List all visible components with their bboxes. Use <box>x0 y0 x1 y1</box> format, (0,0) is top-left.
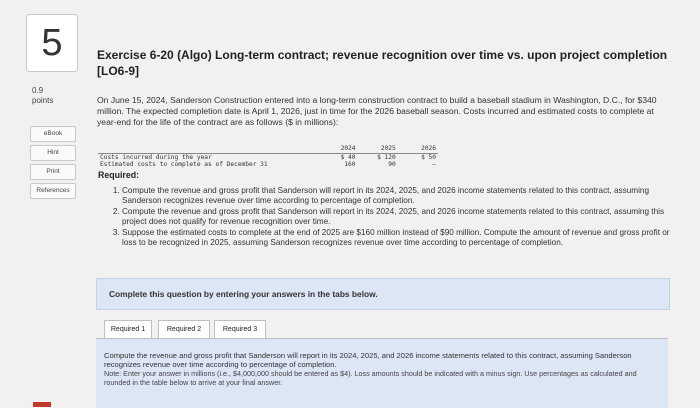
points-label: points <box>32 96 54 105</box>
requirement-item: 3. Suppose the estimated costs to complete at the end of 2025 are $160 million instead of $90 million. Compute the amount of revenue and gross profit or loss to be recognized in 2025, assuming Sanderson recognizes revenue over time according to percentage of completion. <box>122 228 672 248</box>
tab-panel-required-1 <box>96 338 668 408</box>
panel-note: Note: Enter your answer in millions (i.e., $4,000,000 should be entered as $4). Loss amounts should be indicated with a minus sign. Use percentages as calculated and rounded in the table below to arrive at your final answer. <box>104 369 637 387</box>
points-info <box>32 86 53 106</box>
hint-button[interactable]: Hint <box>30 145 76 161</box>
requirement-item: 2. Compute the revenue and gross profit that Sanderson will report in its 2024, 2025, and 2026 income statements related to this contract, assuming this project does not qualify for revenue recognition over time. <box>122 207 672 227</box>
question-number: 5 <box>26 14 78 72</box>
table-cell: – <box>432 161 436 168</box>
table-cell: $ 50 <box>398 153 438 161</box>
year-header: 2026 <box>421 145 436 152</box>
table-row <box>98 153 438 161</box>
exercise-intro: On June 15, 2024, Sanderson Construction entered into a long-term construction contract to build a baseball stadium in Washington, D.C., for $340 million. The expected completion date is April 1, 2026, just in time for the 2026 baseball season. Costs incurred and estimated costs to complete at year-end for the life of the contract are as follows ($ in millions): <box>97 95 657 127</box>
table-cell: $ 120 <box>358 153 398 161</box>
row-label: Costs incurred during the year <box>98 153 317 161</box>
points-value: 0.9 <box>32 86 44 95</box>
tab-required-1[interactable]: Required 1 <box>104 320 152 339</box>
references-button[interactable]: References <box>30 183 76 199</box>
table-cell: $ 40 <box>317 153 357 161</box>
tab-required-2[interactable]: Required 2 <box>158 320 210 339</box>
ebook-button[interactable]: eBook <box>30 126 76 142</box>
check-my-work-indicator <box>33 402 51 407</box>
print-button[interactable]: Print <box>30 164 76 180</box>
table-row <box>98 161 438 169</box>
required-heading: Required: <box>98 170 140 180</box>
instructions-banner <box>96 278 670 310</box>
exercise-title: Exercise 6-20 (Algo) Long-term contract; revenue recognition over time vs. upon project completion [LO6-9] <box>97 48 668 78</box>
panel-instruction: Compute the revenue and gross profit that Sanderson will report in its 2024, 2025, and 2026 income statements related to this contract, assuming Sanderson recognizes revenue over time according to percentage of completion. <box>104 351 632 369</box>
row-label: Estimated costs to complete as of December 31 <box>100 161 268 168</box>
requirement-item: 1. Compute the revenue and gross profit that Sanderson will report in its 2024, 2025, and 2026 income statements related to this contract, assuming Sanderson recognizes revenue over time according to percentage of completion. <box>122 186 672 206</box>
cost-table <box>98 145 438 169</box>
requirements-list <box>112 186 672 249</box>
year-header: 2024 <box>340 145 356 152</box>
instructions-text: Complete this question by entering your answers in the tabs below. <box>109 289 378 299</box>
table-header-blank <box>98 145 317 153</box>
table-header-row <box>98 145 438 153</box>
table-cell: 160 <box>344 161 356 168</box>
year-header: 2025 <box>380 145 396 152</box>
table-cell: 90 <box>388 161 396 168</box>
tab-required-3[interactable]: Required 3 <box>214 320 266 339</box>
